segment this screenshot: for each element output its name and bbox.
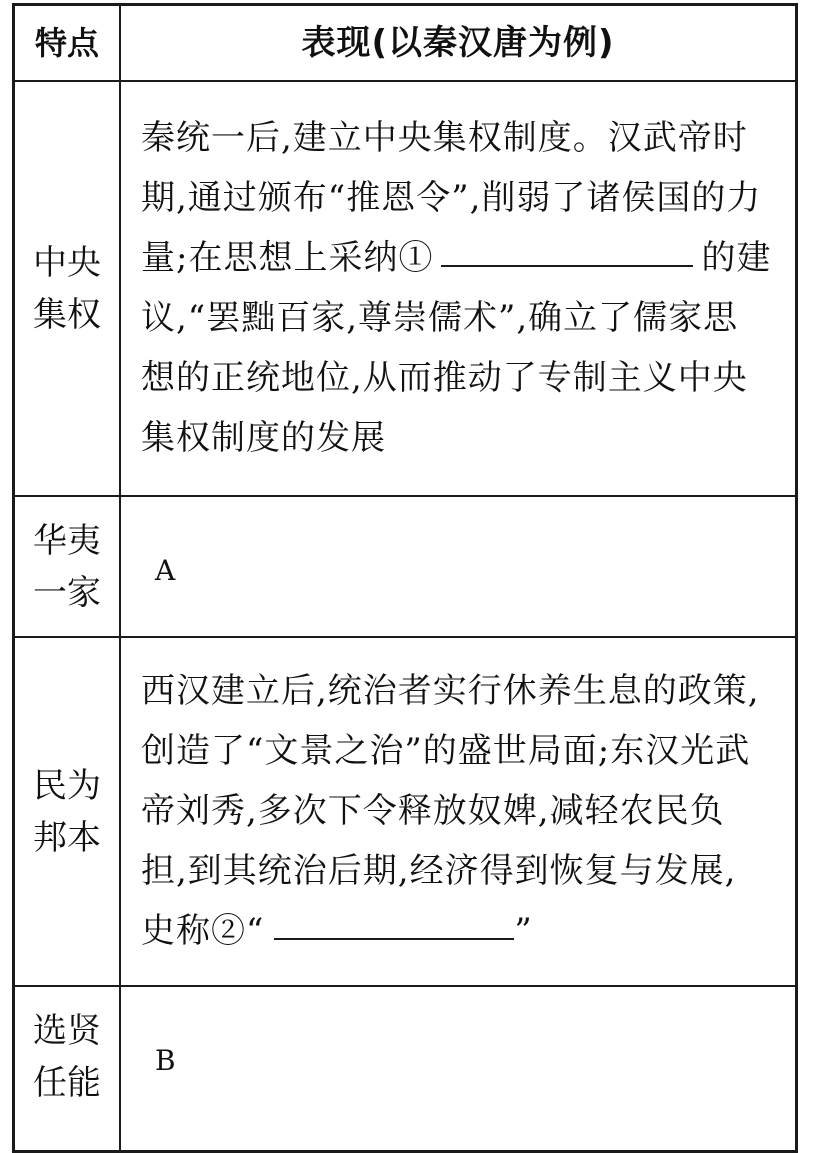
row-divider-2 bbox=[15, 636, 795, 638]
content-line: 议,“罢黜百家,尊崇儒术”,确立了儒家思 bbox=[141, 298, 739, 338]
row-label-line: 一家 bbox=[33, 572, 101, 613]
content-text: 史称②“ bbox=[141, 911, 265, 951]
content-line: 担,到其统治后期,经济得到恢复与发展, bbox=[141, 851, 737, 891]
answer-slot-b: B bbox=[155, 1044, 176, 1077]
row-label-centralization bbox=[15, 82, 119, 495]
row-label-talent bbox=[15, 987, 119, 1127]
header-performance-text: 表现(以秦汉唐为例) bbox=[301, 23, 615, 63]
content-line: 西汉建立后,统治者实行休养生息的政策, bbox=[141, 671, 760, 711]
row-label-people bbox=[15, 638, 119, 985]
content-line: 帝刘秀,多次下令释放奴婢,减轻农民负 bbox=[141, 791, 725, 831]
row-label-line: 任能 bbox=[33, 1063, 101, 1103]
answer-slot-a: A bbox=[155, 554, 176, 587]
row-label-line: 集权 bbox=[33, 294, 101, 335]
row-label-unity bbox=[15, 497, 119, 636]
content-text: 量;在思想上采纳① bbox=[141, 238, 434, 278]
row-content-people bbox=[121, 661, 795, 961]
content-line-with-blank bbox=[141, 901, 777, 961]
content-line-with-blank bbox=[141, 228, 777, 288]
row-content-centralization bbox=[121, 108, 795, 468]
header-feature-text: 特点 bbox=[34, 24, 99, 62]
content-line: 期,通过颁布“推恩令”,削弱了诸侯国的力 bbox=[141, 178, 762, 218]
history-table bbox=[12, 3, 798, 1153]
fill-blank-1[interactable] bbox=[441, 264, 693, 267]
content-text: ” bbox=[514, 911, 533, 951]
content-text: 的建 bbox=[701, 238, 772, 278]
row-label-line: 中央 bbox=[33, 242, 101, 283]
row-divider-1 bbox=[15, 495, 795, 497]
header-feature bbox=[15, 6, 119, 80]
row-label-line: 民为 bbox=[33, 765, 101, 806]
row-label-line: 邦本 bbox=[33, 817, 101, 858]
row-label-line: 华夷 bbox=[33, 520, 101, 561]
row-divider-header bbox=[15, 80, 795, 82]
content-line: 秦统一后,建立中央集权制度。汉武帝时 bbox=[141, 118, 748, 158]
header-performance bbox=[121, 6, 795, 80]
row-divider-3 bbox=[15, 985, 795, 987]
content-line: 集权制度的发展 bbox=[141, 418, 386, 458]
fill-blank-2[interactable] bbox=[274, 937, 514, 940]
content-line: 创造了“文景之治”的盛世局面;东汉光武 bbox=[141, 731, 751, 771]
row-label-line: 选贤 bbox=[33, 1011, 101, 1051]
content-line: 想的正统地位,从而推动了专制主义中央 bbox=[141, 358, 748, 398]
